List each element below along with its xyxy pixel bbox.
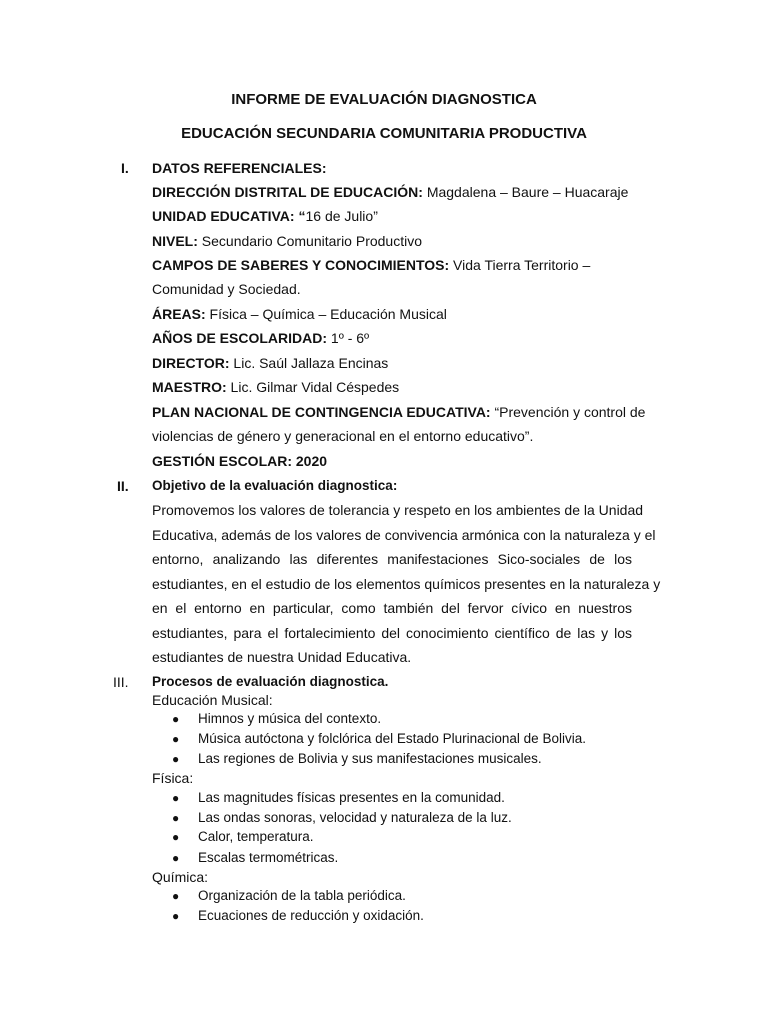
list-item: ● Himnos y música del contexto. [172, 711, 382, 726]
unidad-label: UNIDAD EDUCATIVA: “ [152, 208, 306, 224]
bullet-icon: ● [172, 851, 180, 865]
maestro-line [152, 378, 632, 396]
nivel-line [152, 232, 632, 250]
unidad-value: 16 de Julio” [305, 208, 378, 224]
objetivo-line-4: estudiantes, en el estudio de los elementos químicos presentes en la naturaleza y [152, 576, 661, 592]
direccion-value: Magdalena – Baure – Huacaraje [422, 184, 629, 200]
areas-value: Física – Química – Educación Musical [205, 306, 447, 322]
director-line [152, 354, 632, 372]
director-label: DIRECTOR: [152, 355, 230, 371]
anios-value: 1º - 6º [327, 330, 370, 346]
list-item: ● Calor, temperatura. [172, 829, 314, 844]
quimica-label: Química: [152, 869, 209, 885]
bullet-icon: ● [172, 889, 180, 903]
bullet-icon: ● [172, 791, 180, 805]
objetivo-line-6: estudiantes, para el fortalecimiento del conocimiento científico de las y los [152, 625, 632, 641]
campos-label: CAMPOS DE SABERES Y CONOCIMIENTOS: [152, 257, 450, 273]
document-subtitle: EDUCACIÓN SECUNDARIA COMUNITARIA PRODUCTIVA [181, 125, 587, 142]
anios-label: AÑOS DE ESCOLARIDAD: [152, 330, 328, 346]
plan-line [152, 403, 646, 421]
section-1-heading: DATOS REFERENCIALES: [152, 160, 327, 176]
areas-label: ÁREAS: [152, 306, 206, 322]
campos-line-2: Comunidad y Sociedad. [152, 281, 301, 297]
section-2-heading: Objetivo de la evaluación diagnostica: [152, 478, 398, 493]
director-value: Lic. Saúl Jallaza Encinas [229, 355, 389, 371]
areas-line [152, 305, 632, 323]
musical-label: Educación Musical: [152, 692, 273, 708]
anios-line [152, 329, 632, 347]
bullet-icon: ● [172, 712, 180, 726]
nivel-label: NIVEL: [152, 233, 198, 249]
campos-value: Vida Tierra Territorio – [449, 257, 591, 273]
plan-value: “Prevención y control de [490, 404, 646, 420]
bullet-icon: ● [172, 811, 180, 825]
campos-line [152, 256, 632, 274]
list-item: ● Escalas termométricas. [172, 850, 339, 865]
maestro-value: Lic. Gilmar Vidal Céspedes [226, 379, 400, 395]
list-item: ● Las regiones de Bolivia y sus manifestaciones musicales. [172, 751, 542, 766]
bullet-icon: ● [172, 732, 180, 746]
section-1-number: I. [121, 160, 129, 176]
fisica-label: Física: [152, 770, 194, 786]
plan-label: PLAN NACIONAL DE CONTINGENCIA EDUCATIVA: [152, 404, 491, 420]
objetivo-line-1: Promovemos los valores de tolerancia y respeto en los ambientes de la Unidad [152, 502, 644, 518]
gestion-line: GESTIÓN ESCOLAR: 2020 [152, 453, 328, 469]
nivel-value: Secundario Comunitario Productivo [197, 233, 423, 249]
list-item: ● Las magnitudes físicas presentes en la comunidad. [172, 790, 505, 805]
maestro-label: MAESTRO: [152, 379, 227, 395]
list-item: ● Música autóctona y folclórica del Estado Plurinacional de Bolivia. [172, 731, 586, 746]
section-3-heading: Procesos de evaluación diagnostica. [152, 674, 389, 689]
list-item: ● Organización de la tabla periódica. [172, 888, 406, 903]
direccion-label: DIRECCIÓN DISTRITAL DE EDUCACIÓN: [152, 184, 423, 200]
objetivo-line-5: en el entorno en particular, como también del fervor cívico en nuestros [152, 600, 632, 616]
objetivo-line-7: estudiantes de nuestra Unidad Educativa. [152, 649, 412, 665]
direccion-line [152, 183, 632, 201]
unidad-line [152, 207, 632, 225]
objetivo-line-3: entorno, analizando las diferentes manifestaciones Sico-sociales de los [152, 551, 632, 567]
document-title: INFORME DE EVALUACIÓN DIAGNOSTICA [231, 91, 537, 108]
bullet-icon: ● [172, 752, 180, 766]
section-3-number: III. [113, 674, 129, 690]
list-item: ● Las ondas sonoras, velocidad y naturaleza de la luz. [172, 810, 512, 825]
list-item: ● Ecuaciones de reducción y oxidación. [172, 908, 424, 923]
plan-line-2: violencias de género y generacional en el entorno educativo”. [152, 428, 534, 444]
bullet-icon: ● [172, 830, 180, 844]
bullet-icon: ● [172, 909, 180, 923]
objetivo-line-2: Educativa, además de los valores de convivencia armónica con la naturaleza y el [152, 527, 656, 543]
section-2-number: II. [117, 478, 129, 494]
